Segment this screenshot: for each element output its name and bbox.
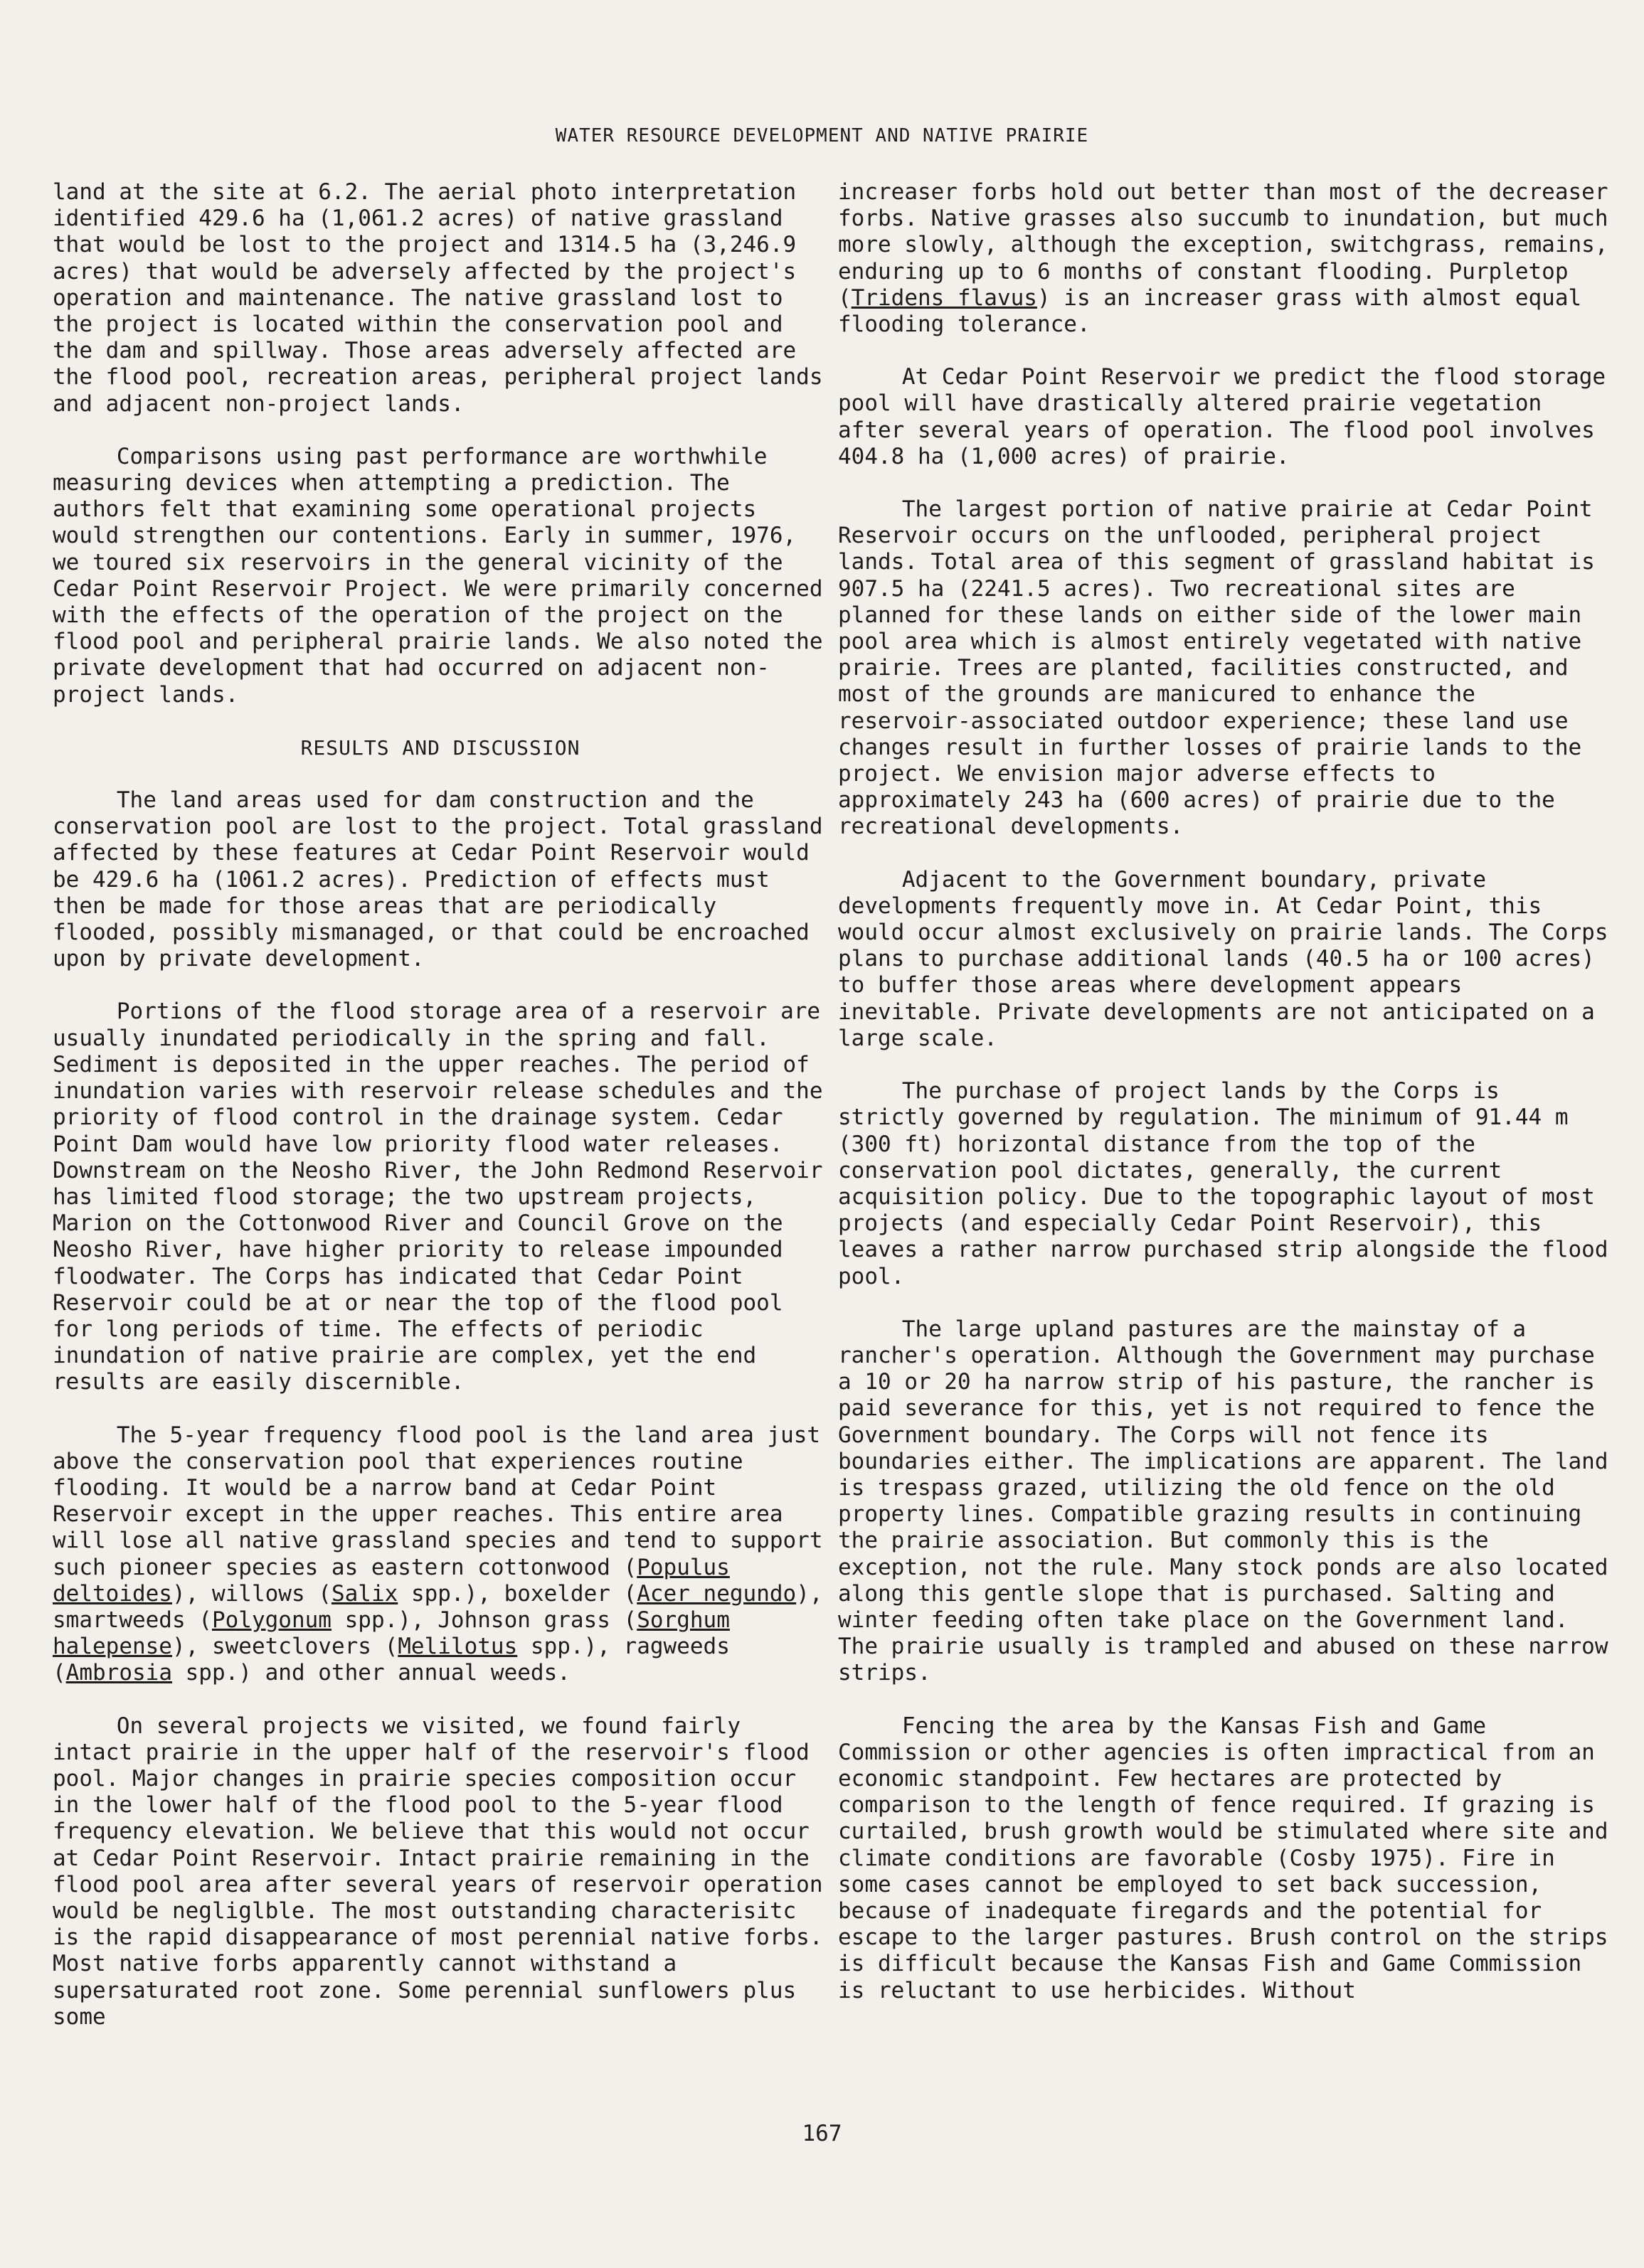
text-run: ), smartweeds ( (53, 1580, 823, 1633)
paragraph: The land areas used for dam construction and the conservation pool are lost to the project. Total grassland affected by these features at Cedar Point Reservoir would be 429.6 ha (1061.2 acres). Prediction of effects must then be made for those areas that are periodically flooded, possibly mismanaged, or that could be encroached upon by private development. (53, 787, 823, 972)
text-run: increaser forbs hold out better than most of the decreaser forbs. Native grasses also succumb to inundation, but much more slowly, although the exception, switchgrass, remains, enduring up to 6 months of constant flooding. Purpletop ( (838, 179, 1608, 311)
running-header: WATER RESOURCE DEVELOPMENT AND NATIVE PRAIRIE (555, 125, 1089, 147)
text-run: The 5-year frequency flood pool is the land area just above the conservation pool that experiences routine flooding. It would be a narrow band at Cedar Point Reservoir except in the upper reaches. This entire area will lose all native grassland species and tend to support such pioneer species as eastern cottonwood ( (53, 1422, 823, 1580)
paragraph: Fencing the area by the Kansas Fish and Game Commission or other agencies is often impractical from an economic standpoint. Few hectares are protected by comparison to the length of fence required. If grazing is curtailed, brush growth would be stimulated where site and climate conditions are favorable (Cosby 1975). Fire in some cases cannot be employed to set back succession, because of inadequate firegards and the potential for escape to the larger pastures. Brush control on the strips is difficult because the Kansas Fish and Game Commission is reluctant to use herbicides. Without (838, 1713, 1608, 2003)
paragraph: The largest portion of native prairie at Cedar Point Reservoir occurs on the unflooded, peripheral project lands. Total area of this segment of grassland habitat is 907.5 ha (2241.5 acres). Two recreational sites are planned for these lands on either side of the lower main pool area which is almost entirely vegetated with native prairie. Trees are planted, facilities constructed, and most of the grounds are manicured to enhance the reservoir-associated outdoor experience; these land use changes result in further losses of prairie lands to the project. We envision major adverse effects to approximately 243 ha (600 acres) of prairie due to the recreational developments. (838, 496, 1595, 840)
text-run: spp.) and other annual weeds. (171, 1660, 571, 1686)
species-name: Melilotus (398, 1634, 518, 1660)
paragraph: Comparisons using past performance are worthwhile measuring devices when attempting a prediction. The authors felt that examining some operational projects would strengthen our contentions. Early in summer, 1976, we toured six reservoirs in the general vicinity of the Cedar Point Reservoir Project. We were primarily concerned with the effects of the operation of the project on the flood pool and peripheral prairie lands. We also noted the private development that had occurred on adjacent non-project lands. (53, 443, 823, 708)
paragraph: On several projects we visited, we found fairly intact prairie in the upper half of the reservoir's flood pool. Major changes in prairie species composition occur in the lower half of the flood pool to the 5-year flood frequency elevation. We believe that this would not occur at Cedar Point Reservoir. Intact prairie remaining in the flood pool area after several years of reservoir operation would be negliglble. The most outstanding characterisitc is the rapid disappearance of most perennial native forbs. Most native forbs apparently cannot withstand a supersaturated root zone. Some perennial sunflowers plus some (53, 1713, 823, 2030)
text-run: ) is an increaser grass with almost equal flooding tolerance. (838, 284, 1582, 338)
species-name: Populus deltoides (53, 1554, 730, 1607)
page-number: 167 (802, 2121, 842, 2146)
paragraph: Adjacent to the Government boundary, private developments frequently move in. At Cedar Point, this would occur almost exclusively on prairie lands. The Corps plans to purchase additional lands (40.5 ha or 100 acres) to buffer those areas where development appears inevitable. Private developments are not anticipated on a large scale. (838, 866, 1608, 1051)
paragraph: Portions of the flood storage area of a reservoir are usually inundated periodically in the spring and fall. Sediment is deposited in the upper reaches. The period of inundation varies with reservoir release schedules and the priority of flood control in the drainage system. Cedar Point Dam would have low priority flood water releases. Downstream on the Neosho River, the John Redmond Reservoir has limited flood storage; the two upstream projects, Marion on the Cottonwood River and Council Grove on the Neosho River, have higher priority to release impounded floodwater. The Corps has indicated that Cedar Point Reservoir could be at or near the top of the flood pool for long periods of time. The effects of periodic inundation of native prairie are complex, yet the end results are easily discernible. (53, 999, 823, 1395)
left-column (53, 179, 828, 2057)
text-run: spp.), ragweeds ( (53, 1634, 730, 1686)
paragraph (53, 1422, 828, 1687)
text-run: spp.), Johnson grass ( (331, 1607, 637, 1633)
species-name: Ambrosia (65, 1660, 172, 1686)
paragraph: At Cedar Point Reservoir we predict the flood storage pool will have drastically altered prairie vegetation after several years of operation. The flood pool involves 404.8 ha (1,000 acres) of prairie. (838, 364, 1606, 469)
species-name: Salix (331, 1580, 398, 1607)
section-heading: RESULTS AND DISCUSSION (300, 735, 580, 760)
text-run: spp.), boxelder ( (398, 1580, 637, 1607)
paragraph (838, 179, 1613, 338)
species-name: Tridens flavus (851, 284, 1037, 311)
text-run: ), sweetclovers ( (171, 1634, 398, 1660)
paragraph: The purchase of project lands by the Corps is strictly governed by regulation. The minimum of 91.44 m (300 ft) horizontal distance from the top of the conservation pool dictates, generally, the current acquisition policy. Due to the topographic layout of most projects (and especially Cedar Point Reservoir), this leaves a rather narrow purchased strip alongside the flood pool. (838, 1078, 1608, 1289)
species-name: Sorghum halepense (53, 1607, 730, 1660)
species-name: Polygonum (211, 1607, 332, 1633)
species-name: Acer negundo (637, 1580, 797, 1607)
right-column (838, 179, 1613, 2030)
text-run: ), willows ( (171, 1580, 332, 1607)
paragraph: The large upland pastures are the mainstay of a rancher's operation. Although the Government may purchase a 10 or 20 ha narrow strip of his pasture, the rancher is paid severance for this, yet is not required to fence the Government boundary. The Corps will not fence its boundaries either. The implications are apparent. The land is trespass grazed, utilizing the old fence on the old property lines. Compatible grazing results in continuing the prairie association. But commonly this is the exception, not the rule. Many stock ponds are also located along this gentle slope that is purchased. Salting and winter feeding often take place on the Government land. The prairie usually is trampled and abused on these narrow strips. (838, 1316, 1608, 1686)
paragraph: land at the site at 6.2. The aerial photo interpretation identified 429.6 ha (1,061.2 acres) of native grassland that would be lost to the project and 1314.5 ha (3,246.9 acres) that would be adversely affected by the project's operation and maintenance. The native grassland lost to the project is located within the conservation pool and the dam and spillway. Those areas adversely affected are the flood pool, recreation areas, peripheral project lands and adjacent non-project lands. (53, 179, 823, 417)
